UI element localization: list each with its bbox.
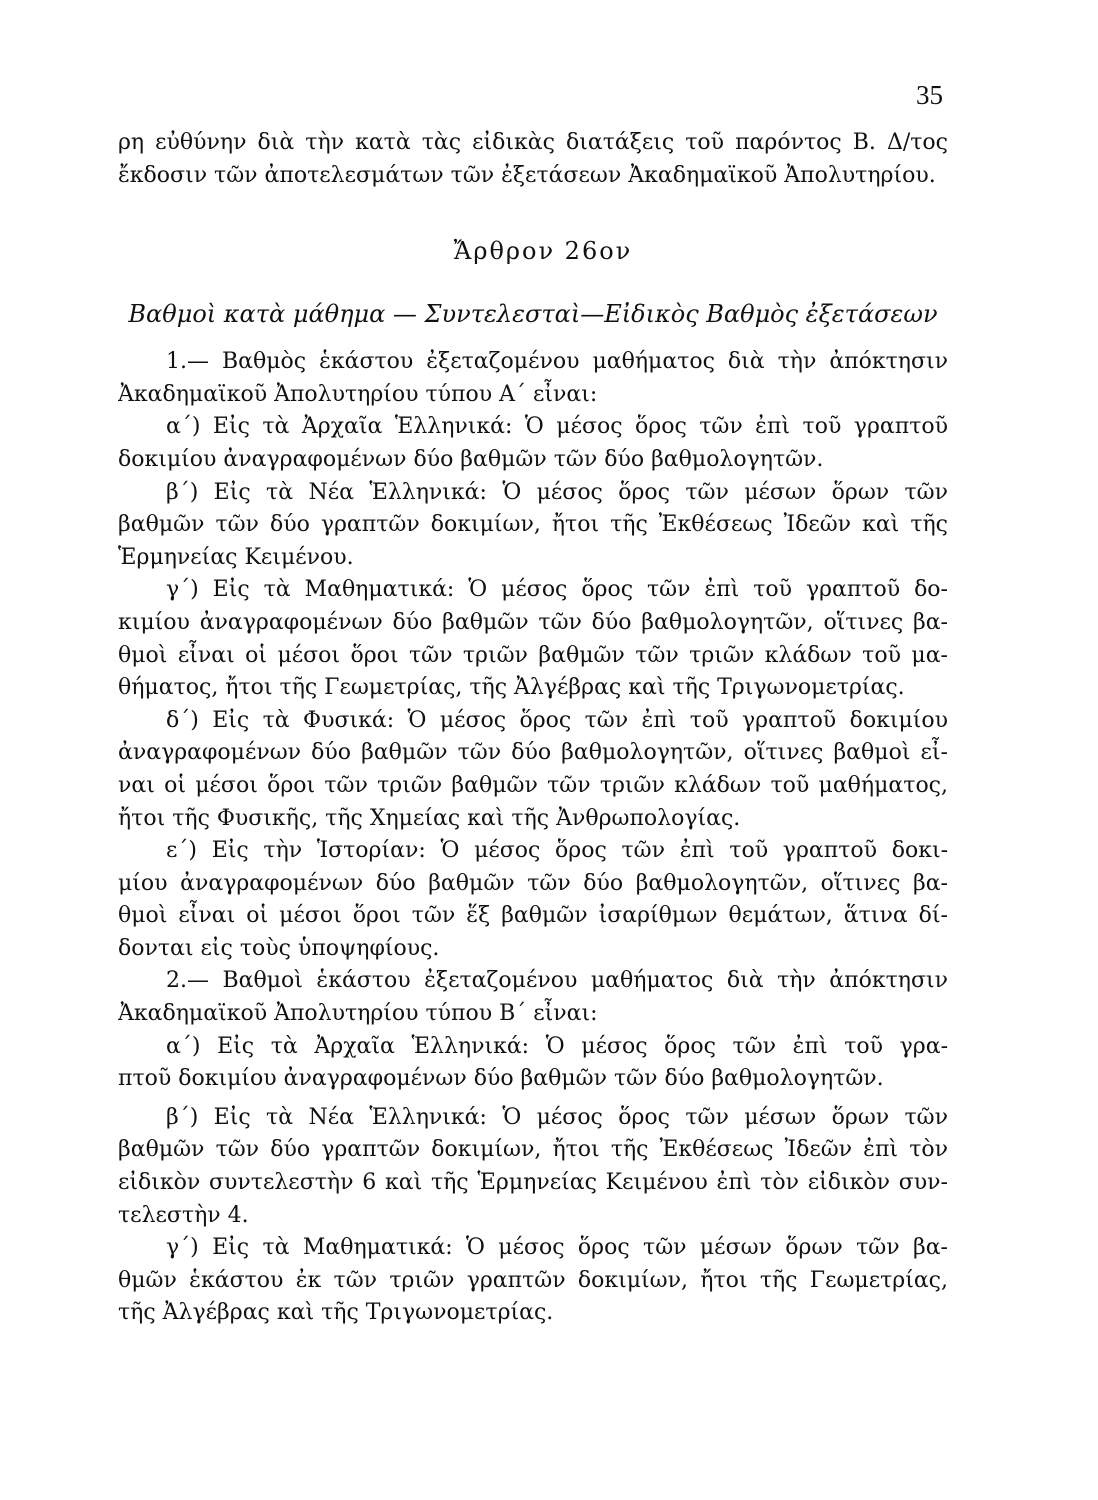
item-1b-line: β΄) Εἰς τὰ Νέα Ἑλληνικά: Ὁ μέσος ὅρος τῶν μέσων ὅρων τῶν — [166, 479, 948, 505]
item-1d-line: ἀναγραφομένων δύο βαθμῶν τῶν δύο βαθμολογητῶν, οἵτινες βαθμοὶ εἶ- — [118, 740, 948, 766]
article-heading: Ἄρθρον 26ον — [453, 237, 633, 266]
item-1b-line: Ἑρμηνείας Κειμένου. — [118, 544, 354, 570]
item-1e-line: θμοὶ εἶναι οἱ μέσοι ὅροι τῶν ἕξ βαθμῶν ἰσαρίθμων θεμάτων, ἅτινα δί- — [118, 903, 948, 929]
item-1d-line: ναι οἱ μέσοι ὅροι τῶν τριῶν βαθμῶν τῶν τριῶν κλάδων τοῦ μαθήματος, — [118, 772, 948, 798]
item-2c-line: γ΄) Εἰς τὰ Μαθηματικά: Ὁ μέσος ὅρος τῶν μέσων ὅρων τῶν βα- — [166, 1235, 948, 1261]
intro-line-1: ρη εὐθύνην διὰ τὴν κατὰ τὰς εἰδικὰς διατάξεις τοῦ παρόντος Β. Δ/τος — [118, 130, 948, 155]
item-2b-line: τελεστὴν 4. — [118, 1202, 249, 1228]
item-1a-line: α΄) Εἰς τὰ Ἀρχαῖα Ἑλληνικά: Ὁ μέσος ὅρος τῶν ἐπὶ τοῦ γραπτοῦ — [166, 414, 948, 440]
paragraph-2-line: 2.— Βαθμοὶ ἑκάστου ἐξεταζομένου μαθήματος διὰ τὴν ἀπόκτησιν — [166, 968, 948, 994]
paragraph-2-line: Ἀκαδημαϊκοῦ Ἀπολυτηρίου τύπου Β΄ εἶναι: — [118, 1001, 598, 1027]
item-1e-line: δονται εἰς τοὺς ὑποψηφίους. — [118, 935, 440, 961]
item-1e-line: μίου ἀναγραφομένων δύο βαθμῶν τῶν δύο βαθμολογητῶν, οἵτινες βα- — [118, 870, 948, 896]
article-subtitle: Βαθμοὶ κατὰ μάθημα — Συντελεσταὶ—Εἰδικὸς Βαθμὸς ἐξετάσεων — [128, 300, 938, 329]
item-1d-line: δ΄) Εἰς τὰ Φυσικά: Ὁ μέσος ὅρος τῶν ἐπὶ τοῦ γραπτοῦ δοκιμίου — [166, 707, 948, 733]
paragraph-1-line: Ἀκαδημαϊκοῦ Ἀπολυτηρίου τύπου Α΄ εἶναι: — [118, 381, 598, 407]
item-2a-line: πτοῦ δοκιμίου ἀναγραφομένων δύο βαθμῶν τῶν δύο βαθμολογητῶν. — [118, 1066, 884, 1092]
item-2b-line: β΄) Εἰς τὰ Νέα Ἑλληνικά: Ὁ μέσος ὅρος τῶν μέσων ὅρων τῶν — [166, 1104, 948, 1130]
item-1b-line: βαθμῶν τῶν δύο γραπτῶν δοκιμίων, ἤτοι τῆς Ἐκθέσεως Ἰδεῶν καὶ τῆς — [118, 512, 948, 538]
item-1c-line: θμοὶ εἶναι οἱ μέσοι ὅροι τῶν τριῶν βαθμῶν τῶν τριῶν κλάδων τοῦ μα- — [118, 642, 948, 668]
item-1c-line: γ΄) Εἰς τὰ Μαθηματικά: Ὁ μέσος ὅρος τῶν ἐπὶ τοῦ γραπτοῦ δο- — [166, 577, 948, 603]
intro-line-2: ἔκδοσιν τῶν ἀποτελεσμάτων τῶν ἐξετάσεων Ἀκαδημαϊκοῦ Ἀπολυτηρίου. — [118, 162, 936, 188]
page-number: 35 — [916, 80, 943, 110]
item-1c-line: κιμίου ἀναγραφομένων δύο βαθμῶν τῶν δύο βαθμολογητῶν, οἵτινες βα- — [118, 609, 948, 635]
paragraph-1-line: 1.— Βαθμὸς ἑκάστου ἐξεταζομένου μαθήματος διὰ τὴν ἀπόκτησιν — [166, 349, 948, 375]
item-2c-line: θμῶν ἑκάστου ἐκ τῶν τριῶν γραπτῶν δοκιμίων, ἤτοι τῆς Γεωμετρίας, — [118, 1267, 948, 1293]
item-1d-line: ἤτοι τῆς Φυσικῆς, τῆς Χημείας καὶ τῆς Ἀνθρωπολογίας. — [118, 805, 741, 831]
item-2c-line: τῆς Ἀλγέβρας καὶ τῆς Τριγωνομετρίας. — [118, 1300, 554, 1326]
item-1e-line: ε΄) Εἰς τὴν Ἱστορίαν: Ὁ μέσος ὅρος τῶν ἐπὶ τοῦ γραπτοῦ δοκι- — [166, 838, 948, 864]
text-block — [118, 127, 948, 1330]
item-2b-line: εἰδικὸν συντελεστὴν 6 καὶ τῆς Ἑρμηνείας Κειμένου ἐπὶ τὸν εἰδικὸν συν- — [118, 1170, 948, 1196]
item-1a-line: δοκιμίου ἀναγραφομένων δύο βαθμῶν τῶν δύο βαθμολογητῶν. — [118, 446, 824, 472]
item-1c-line: θήματος, ἤτοι τῆς Γεωμετρίας, τῆς Ἀλγέβρας καὶ τῆς Τριγωνομετρίας. — [118, 675, 905, 701]
item-2a-line: α΄) Εἰς τὰ Ἀρχαῖα Ἑλληνικά: Ὁ μέσος ὅρος τῶν ἐπὶ τοῦ γρα- — [166, 1033, 948, 1059]
item-2b-line: βαθμῶν τῶν δύο γραπτῶν δοκιμίων, ἤτοι τῆς Ἐκθέσεως Ἰδεῶν ἐπὶ τὸν — [118, 1137, 948, 1163]
